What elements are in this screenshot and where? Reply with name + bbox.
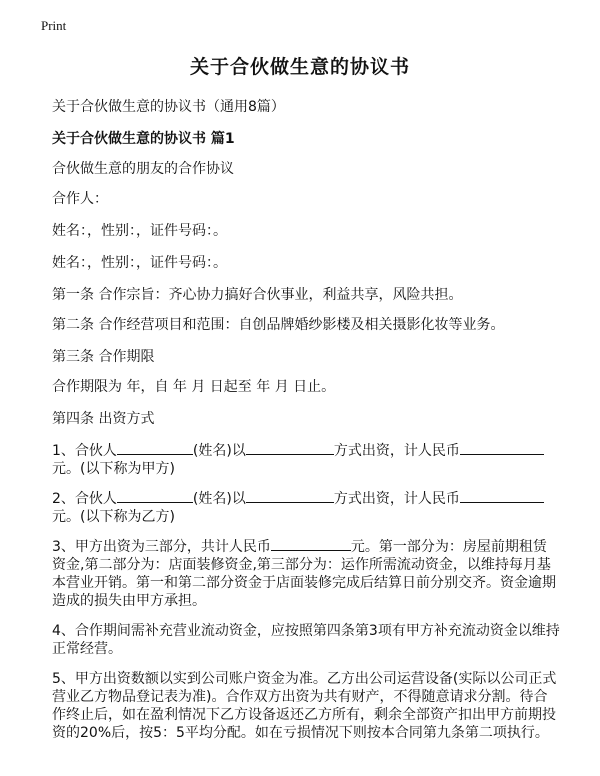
article-3: 第三条 合作期限	[52, 349, 155, 365]
para-4-line-2: 正常经营。	[52, 641, 122, 657]
blank-line	[117, 488, 193, 503]
blank-line	[460, 488, 544, 503]
clause-text: 2、合伙人	[52, 491, 117, 507]
para-text: 3、甲方出资为三部分，共计人民币	[52, 539, 271, 555]
clause-2-line-1	[52, 488, 544, 508]
clause-1-line-1	[52, 440, 544, 460]
para-3-line-4: 造成的损失由甲方承担。	[52, 593, 206, 609]
section-heading: 关于合伙做生意的协议书 篇1	[52, 131, 235, 147]
blank-line	[246, 440, 334, 455]
para-4-line-1: 4、合作期间需补充营业流动资金，应按照第四条第3项有甲方补充流动资金以维持	[52, 623, 560, 639]
article-2: 第二条 合作经营项目和范围：自创品牌婚纱影楼及相关摄影化妆等业务。	[52, 317, 505, 333]
para-5-line-3: 作终止后，如在盈利情况下乙方设备返还乙方所有，剩余全部资产扣出甲方前期投	[52, 707, 556, 723]
clause-text: 方式出资，计人民币	[333, 491, 460, 507]
person-line-2: 姓名：，性别：，证件号码：。	[52, 255, 227, 271]
clause-text: 方式出资，计人民币	[333, 443, 460, 459]
term-line: 合作期限为 年，自 年 月 日起至 年 月 日止。	[52, 379, 336, 395]
article-1: 第一条 合作宗旨：齐心协力搞好合伙事业，利益共享，风险共担。	[52, 287, 463, 303]
clause-text: 1、合伙人	[52, 443, 117, 459]
para-5-line-2: 营业乙方物品登记表为准)。合作双方出资为共有财产，不得随意请求分割。待合	[52, 689, 548, 705]
para-3-line-2: 资金,第二部分为：店面装修资金,第三部分为：运作所需流动资金，以维持每月基	[52, 557, 551, 573]
clause-1-line-2: 元。(以下称为甲方)	[52, 461, 175, 477]
para-3-line-3: 本营业开销。第一和第二部分资金于店面装修完成后结算日前分别交齐。资金逾期	[52, 575, 556, 591]
blank-line	[117, 440, 193, 455]
para-text: 元。第一部分为：房屋前期租赁	[350, 539, 547, 555]
blank-line	[246, 488, 334, 503]
document-subtitle: 关于合伙做生意的协议书（通用8篇）	[52, 99, 285, 115]
blank-line	[271, 536, 351, 551]
clause-2-line-2: 元。(以下称为乙方)	[52, 509, 175, 525]
document-title: 关于合伙做生意的协议书	[189, 56, 410, 78]
intro-line: 合伙做生意的朋友的合作协议	[52, 161, 234, 177]
print-link[interactable]: Print	[41, 18, 67, 33]
para-5-line-4: 资的20%后，按5：5平均分配。如在亏损情况下则按本合同第九条第二项执行。	[52, 725, 549, 741]
para-3-line-1	[52, 536, 547, 556]
para-5-line-1: 5、甲方出资数额以实到公司账户资金为准。乙方出公司运营设备(实际以公司正式	[52, 671, 557, 687]
partners-label: 合作人：	[52, 191, 108, 207]
blank-line	[460, 440, 544, 455]
article-4: 第四条 出资方式	[52, 411, 155, 427]
person-line-1: 姓名：，性别：，证件号码：。	[52, 223, 227, 239]
clause-text: (姓名)以	[192, 443, 246, 459]
clause-text: (姓名)以	[192, 491, 246, 507]
